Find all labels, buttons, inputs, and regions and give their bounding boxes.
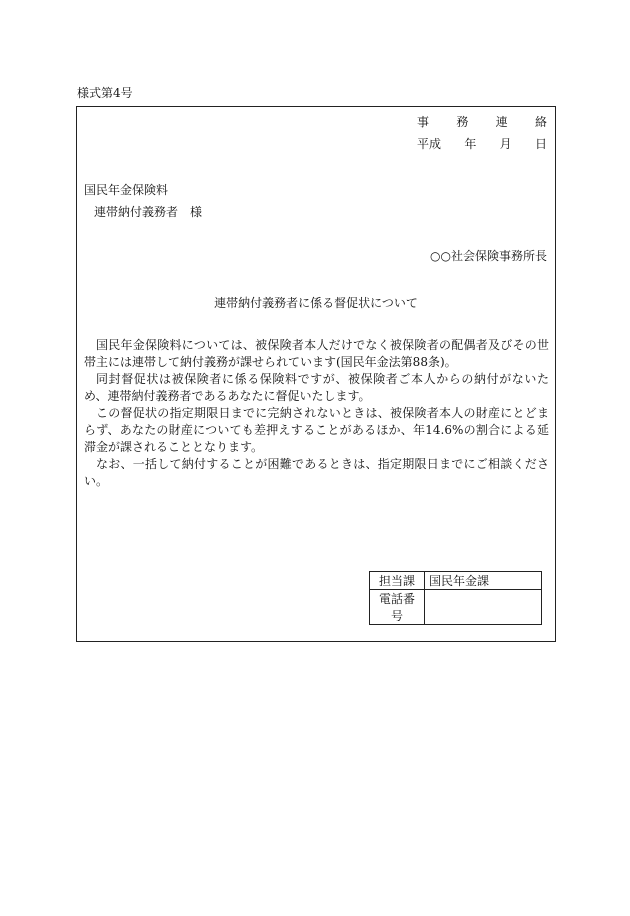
body-paragraph: なお、一括して納付することが困難であるときは、指定期限日までにご相談ください。 xyxy=(84,457,549,488)
body-paragraph: この督促状の指定期限日までに完納されないときは、被保険者本人の財産にとどまらず、あなたの財産についても差押えすることがあるほか、年14.6%の割合による延滞金が課されることとなります。 xyxy=(84,406,549,454)
sender-name: ○○社会保険事務所長 xyxy=(430,249,547,263)
notice-title xyxy=(417,113,547,130)
date-day-label: 日 xyxy=(534,137,547,151)
body-text xyxy=(84,337,549,490)
notice-title-char: 務 xyxy=(456,115,469,129)
date-era: 平成 xyxy=(417,137,442,151)
notice-title-char: 連 xyxy=(495,115,508,129)
date-line xyxy=(417,135,547,152)
document-frame xyxy=(76,106,556,642)
dept-label: 担当課 xyxy=(370,572,425,590)
body-paragraph: 同封督促状は被保険者に係る保険料ですが、被保険者ご本人からの納付がないため、連帯納付義務者であるあなたに督促いたします。 xyxy=(84,372,549,403)
notice-title-char: 絡 xyxy=(534,115,547,129)
addressee-line1: 国民年金保険料 xyxy=(84,183,169,197)
subject-title: 連帯納付義務者に係る督促状について xyxy=(214,296,418,310)
date-year-label: 年 xyxy=(464,137,477,151)
form-number: 様式第4号 xyxy=(77,86,133,100)
date-month-label: 月 xyxy=(499,137,512,151)
dept-value: 国民年金課 xyxy=(425,572,542,590)
phone-label: 電話番号 xyxy=(370,590,425,625)
contact-row-dept xyxy=(370,572,542,590)
phone-value xyxy=(425,590,542,625)
body-paragraph: 国民年金保険料については、被保険者本人だけでなく被保険者の配偶者及びその世帯主には連帯して納付義務が課せられています(国民年金法第88条)。 xyxy=(84,338,549,369)
addressee-line2: 連帯納付義務者 様 xyxy=(94,205,203,219)
contact-row-phone xyxy=(370,590,542,625)
contact-table xyxy=(369,571,542,625)
notice-title-char: 事 xyxy=(417,115,430,129)
